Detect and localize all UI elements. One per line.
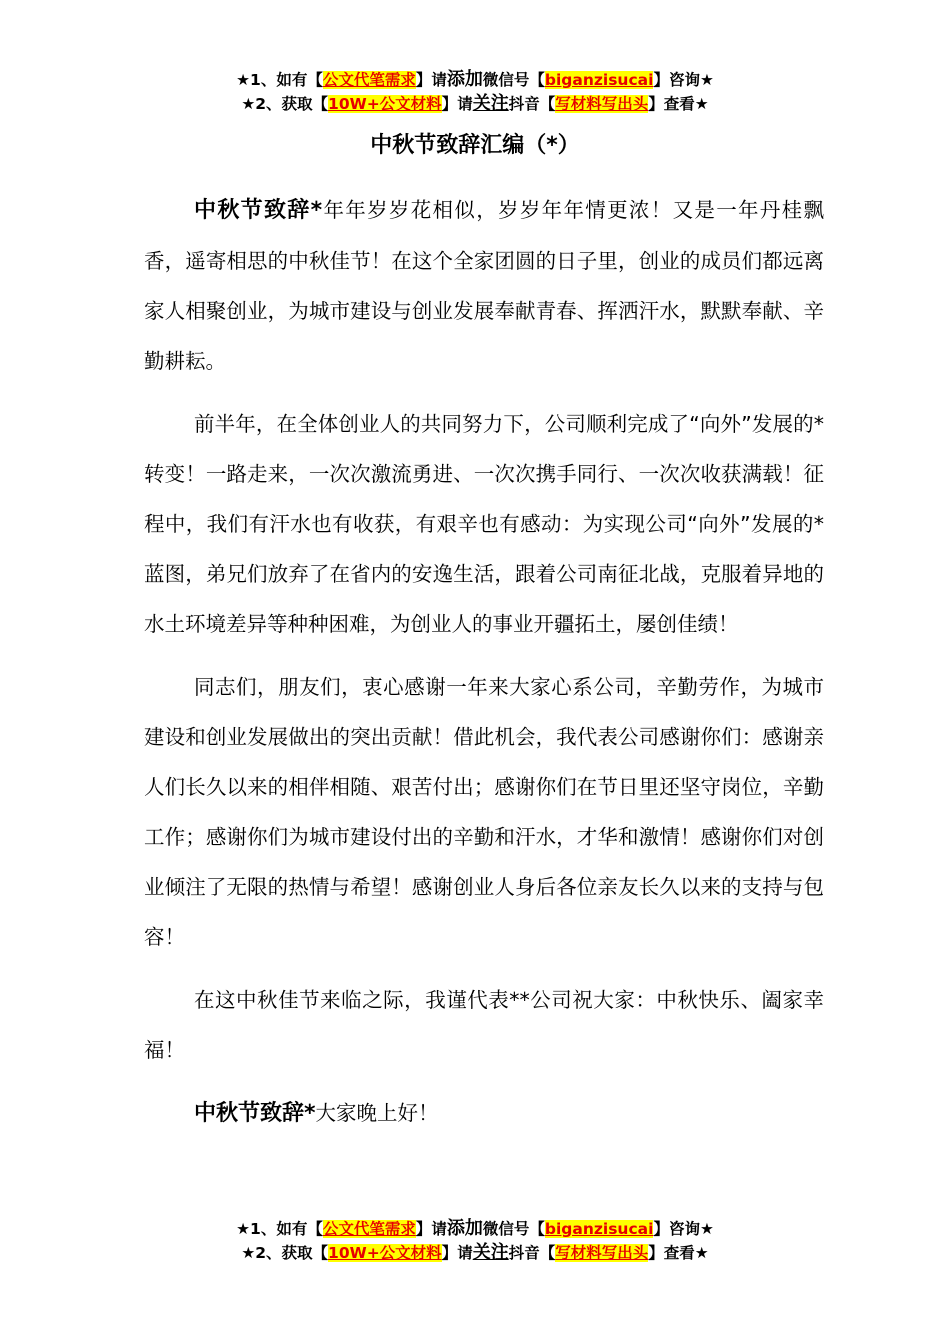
notice-emphasis: 关注	[472, 93, 509, 114]
notice-text: 】请	[415, 1220, 447, 1238]
notice-highlight: 公文代笔需求	[322, 1220, 416, 1238]
notice-text: ★1、如有【	[236, 71, 323, 89]
douyin-account: 写材料写出头	[555, 95, 649, 113]
notice-highlight: 公文代笔需求	[322, 71, 416, 89]
paragraph-text: 前半年，在全体创业人的共同努力下，公司顺利完成了“向外”发展的*转变！一路走来，一次次激流勇进、一次次携手同行、一次次收获满载！征程中，我们有汗水也有收获，有艰辛也有感动：为实现公司“向外”发展的*蓝图，弟兄们放弃了在省内的安逸生活，跟着公司南征北战，克服着异地的水土环境差异等种种困难，为创业人的事业开疆拓土，屡创佳绩！	[144, 412, 824, 636]
notice-text: 】咨询★	[653, 71, 714, 89]
notice-text: ★2、获取【	[241, 1244, 329, 1262]
header-notice	[0, 68, 950, 116]
notice-line-1	[0, 1217, 950, 1241]
paragraph-text: 同志们，朋友们，衷心感谢一年来大家心系公司，辛勤劳作，为城市建设和创业发展做出的突出贡献！借此机会，我代表公司感谢你们：感谢亲人们长久以来的相伴相随、艰苦付出；感谢你们在节日里还坚守岗位，辛勤工作；感谢你们为城市建设付出的辛勤和汗水，才华和激情！感谢你们对创业倾注了无限的热情与希望！感谢创业人身后各位亲友长久以来的支持与包容！	[144, 675, 824, 949]
notice-emphasis: 添加	[446, 69, 483, 90]
paragraph	[144, 399, 824, 649]
document-title: 中秋节致辞汇编（*）	[370, 133, 580, 158]
notice-text: 】请	[441, 95, 473, 113]
notice-line-2	[0, 92, 950, 116]
notice-text: 抖音【	[508, 95, 556, 113]
notice-text: ★1、如有【	[236, 1220, 323, 1238]
notice-emphasis: 关注	[472, 1242, 509, 1263]
douyin-account: 写材料写出头	[555, 1244, 649, 1262]
wechat-id: biganzisucai	[544, 71, 654, 89]
notice-text: 】请	[441, 1244, 473, 1262]
paragraph	[144, 185, 824, 386]
paragraph-text: 在这中秋佳节来临之际，我谨代表**公司祝大家：中秋快乐、阖家幸福！	[144, 988, 824, 1062]
paragraph	[144, 975, 824, 1075]
paragraph	[144, 662, 824, 962]
notice-text: 】查看★	[648, 95, 709, 113]
document-body	[144, 185, 824, 1152]
notice-text: 微信号【	[482, 71, 545, 89]
notice-text: 】查看★	[648, 1244, 709, 1262]
paragraph-text: 大家晚上好！	[315, 1101, 439, 1125]
notice-line-1	[0, 68, 950, 92]
notice-emphasis: 添加	[446, 1218, 483, 1239]
notice-text: 】咨询★	[653, 1220, 714, 1238]
notice-line-2	[0, 1241, 950, 1265]
notice-highlight: 10W+公文材料	[328, 95, 442, 113]
notice-text: 微信号【	[482, 1220, 545, 1238]
notice-text: ★2、获取【	[241, 95, 329, 113]
wechat-id: biganzisucai	[544, 1220, 654, 1238]
paragraph	[144, 1088, 824, 1139]
notice-text: 抖音【	[508, 1244, 556, 1262]
paragraph-text: 年年岁岁花相似，岁岁年年情更浓！又是一年丹桂飘香，遥寄相思的中秋佳节！在这个全家团圆的日子里，创业的成员们都远离家人相聚创业，为城市建设与创业发展奉献青春、挥洒汗水，默默奉献、辛勤耕耘。	[144, 198, 825, 373]
paragraph-lead: 中秋节致辞*	[194, 198, 323, 223]
notice-highlight: 10W+公文材料	[328, 1244, 442, 1262]
paragraph-lead: 中秋节致辞*	[194, 1101, 316, 1126]
notice-text: 】请	[415, 71, 447, 89]
footer-notice	[0, 1217, 950, 1265]
